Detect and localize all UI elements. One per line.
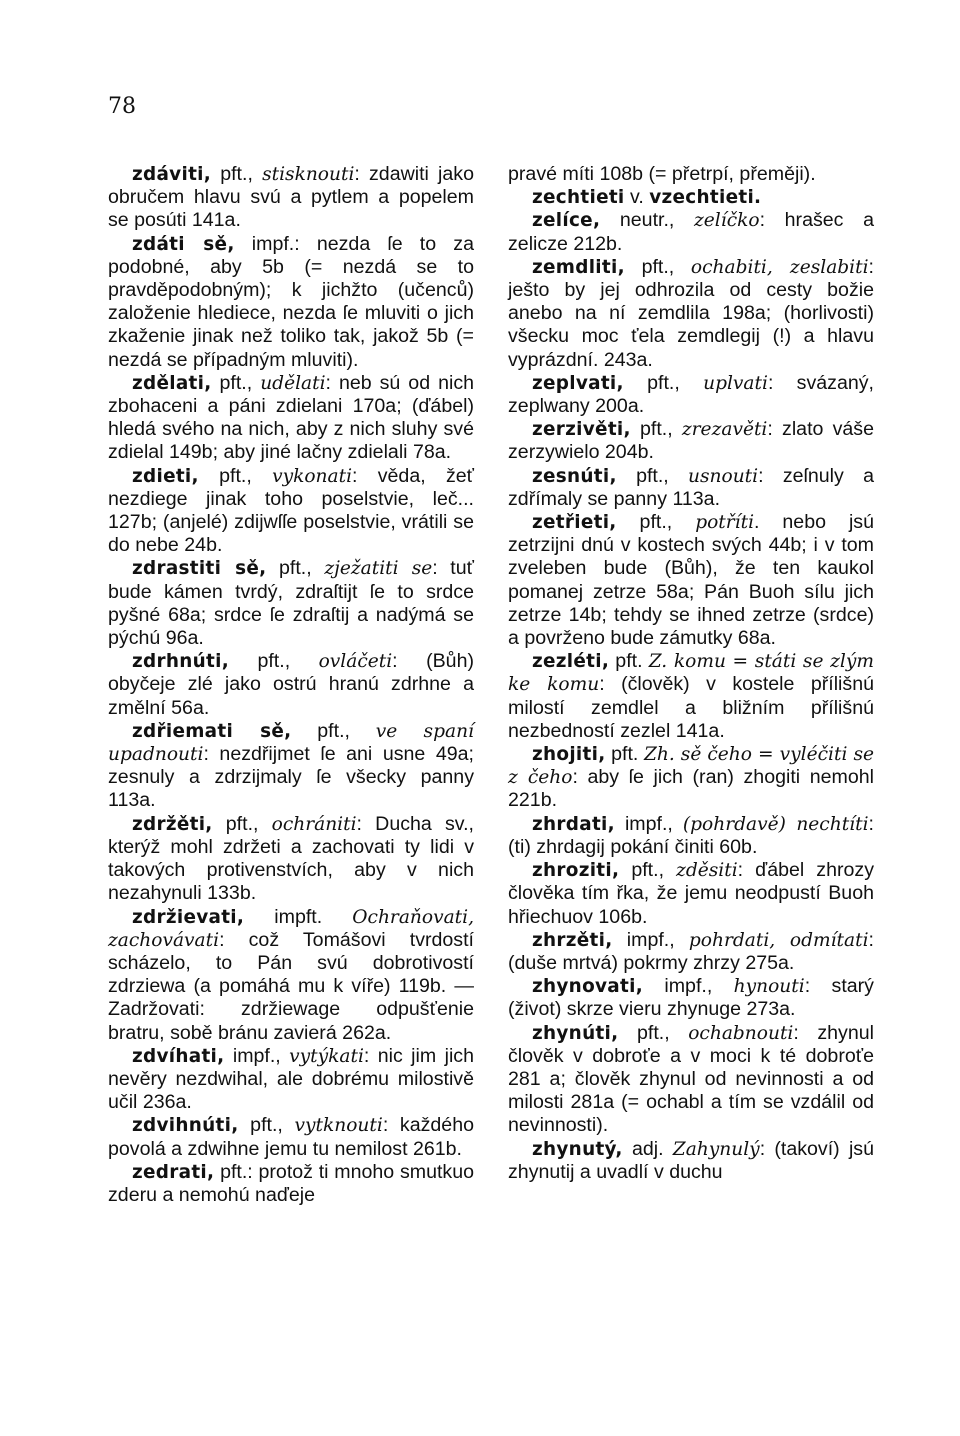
- entry-grammar: pft.,: [211, 371, 261, 394]
- page-number: 78: [108, 94, 136, 119]
- entry-text: : (takoví) jsú zhynutij a uvadlí v duchu: [508, 1137, 874, 1183]
- entry-text: : nezdřijmet ſe ani usne 49a; zesnuly a zdrzijmaly ſe všecky panny 113a.: [108, 743, 474, 812]
- entry-grammar: pft.: [609, 650, 649, 673]
- entry-headword: zhynúti,: [532, 1022, 619, 1044]
- entry-text: : ďábel zhrozy člověka tím řka, že jemu neodpustí Buoh hřiechuov 106b.: [508, 859, 874, 928]
- entry-gloss: uplvati: [703, 372, 768, 394]
- entry-grammar: pft.,: [624, 255, 691, 278]
- entry-headword: zezléti,: [532, 651, 610, 673]
- dictionary-entry: [108, 906, 474, 1045]
- entry-grammar: impf.,: [614, 812, 683, 835]
- entry-grammar: pft.,: [630, 418, 682, 441]
- entry-grammar: pft.,: [238, 1114, 295, 1137]
- entry-headword: zerzivěti,: [532, 419, 631, 441]
- entry-grammar: pft.,: [198, 464, 273, 487]
- entry-grammar: pft.,: [619, 859, 677, 882]
- dictionary-entry: [508, 256, 874, 372]
- entry-headword: zhrdati,: [532, 813, 615, 835]
- dictionary-entry: [508, 511, 874, 650]
- entry-headword: zdieti,: [132, 465, 199, 487]
- dictionary-entry: [508, 372, 874, 418]
- entry-headword: zemdliti,: [532, 256, 625, 278]
- dictionary-entry: [508, 859, 874, 929]
- entry-headword: zdáti sě,: [132, 233, 235, 255]
- entry-headword: zdáviti,: [132, 164, 212, 185]
- entry-headword: zhynutý,: [532, 1138, 623, 1160]
- entry-grammar: pft.,: [618, 1021, 689, 1044]
- entry-headword: zhynovati,: [532, 976, 643, 998]
- entry-headword: zdřiemati sě,: [132, 720, 292, 742]
- entry-gloss: zelíčko: [694, 210, 760, 232]
- entry-headword: zdržievati,: [132, 906, 245, 928]
- dictionary-entry: [108, 720, 474, 813]
- dictionary-entry: [508, 209, 874, 255]
- entry-text: . nebo jsú zetrzijni dnú v kostech svých 44b; i v tom zveleben bude (Bůh), že ten kaukol pomanej zetrze 58a; Pán Buoh sílu jich zetrze 14b; tehdy se ihned zetrze (srdce) a povrženo bude zámutky 68a.: [508, 511, 874, 650]
- entry-text: : tuť bude kámen tvrdý, zdraſtijt ſe to srdce pyšné 68a; srdce ſe zdraſtij a nadýmá se pýchú 96a.: [108, 557, 474, 650]
- entry-headword: zetřieti,: [532, 512, 617, 534]
- entry-crossref: vzechtieti.: [649, 187, 762, 209]
- dictionary-entry: [108, 557, 474, 650]
- entry-text: : Ducha sv., kterýž mohl zdržeti a zachovati ty lidi v takových protivenstvích, aby v nich nezahynuli 133b.: [108, 812, 475, 905]
- dictionary-entry: [508, 418, 874, 464]
- dictionary-entry: [508, 975, 874, 1021]
- entry-headword: zedrati,: [132, 1161, 215, 1183]
- dictionary-entry: [108, 163, 474, 233]
- entry-text: : starý (život) skrze vieru zhynuge 273a.: [508, 975, 874, 1021]
- entry-headword: zdrhnúti,: [132, 651, 229, 673]
- entry-headword: zdvihnúti,: [132, 1115, 239, 1137]
- entry-text: : zdawiti jako obručem hlavu svú a pytlem a popelem se posúti 141a.: [108, 163, 475, 232]
- entry-gloss: zděsiti: [676, 860, 738, 882]
- entry-text: : neb sú od nich zbohaceni a páni zdielani 170a; (ďábel) hledá svého na nich, aby z nich sluhy své zdielal 149b; aby jiné lačny zdielali 78a.: [108, 371, 475, 464]
- dictionary-entry: [508, 186, 874, 209]
- dictionary-entry: [508, 1022, 874, 1138]
- entry-gloss: hynouti: [733, 976, 805, 998]
- dictionary-entry: [508, 163, 874, 186]
- dictionary-entry: [508, 813, 874, 859]
- entry-gloss: (pohrdavě) nechtíti: [682, 813, 869, 835]
- entry-grammar: pft.,: [616, 464, 689, 487]
- entry-text: : (duše mrtvá) pokrmy zhrzy 275a.: [508, 928, 874, 974]
- entry-gloss: Zahynulý: [672, 1138, 760, 1160]
- dictionary-entry: [508, 465, 874, 511]
- entry-text: : (ti) zhrdagij pokání činiti 60b.: [508, 812, 874, 858]
- entry-grammar: impft.: [244, 905, 353, 928]
- entry-grammar: pft.: protož ti mnoho smutkuo zderu a nemohú naďeje: [108, 1160, 474, 1206]
- entry-gloss: stisknouti: [262, 164, 355, 185]
- entry-text: : zlato váše zerzywielo 204b.: [508, 418, 874, 464]
- entry-text: : což Tomášovi tvrdostí scházelo, to Pán svú dobrotivostí zdrziewa (a pomáhá mu k víře) 119b. — Zadržovati: zdržiewage odpušťenie bratru, sobě bránu zavierá 262a.: [108, 928, 474, 1044]
- dictionary-entry: [108, 465, 474, 558]
- entry-gloss: usnouti: [688, 465, 759, 487]
- entry-grammar: pft.,: [229, 650, 319, 673]
- entry-headword: zeplvati,: [532, 372, 624, 394]
- entry-headword: zhojiti,: [532, 744, 606, 766]
- entry-text: : hrašec a zelicze 212b.: [508, 209, 874, 255]
- entry-grammar: v.: [624, 186, 650, 209]
- entry-headword: zdržěti,: [132, 813, 213, 835]
- entry-gloss: ochrániti: [271, 813, 357, 835]
- dictionary-entry: [508, 743, 874, 813]
- entry-grammar: pft.,: [211, 163, 263, 185]
- dictionary-entry: [108, 650, 474, 720]
- entry-headword: zelíce,: [532, 210, 601, 232]
- entry-grammar: pft.,: [616, 511, 696, 534]
- entry-text: : svázaný, zeplwany 200a.: [508, 371, 874, 418]
- entry-headword: zesnúti,: [532, 465, 617, 487]
- dictionary-entry: [508, 650, 874, 743]
- entry-gloss: zježatiti se: [324, 558, 433, 580]
- entry-gloss: zrezavěti: [681, 419, 768, 441]
- entry-grammar: impf.,: [643, 975, 734, 998]
- entry-text: : zeſnuly a zdřímaly se panny 113a.: [508, 464, 874, 510]
- entry-gloss: Z. komu = státi se zlým ke komu: [508, 651, 874, 696]
- entry-gloss: potříti: [695, 512, 755, 534]
- dictionary-entry: [108, 1161, 474, 1207]
- entry-text: : každého povolá a zdwihne jemu tu nemilost 261b.: [108, 1114, 475, 1160]
- entry-grammar: pft.,: [212, 812, 272, 835]
- entry-headword: zdělati,: [132, 372, 212, 394]
- entry-grammar: impf.: nezda ſe to za podobné, aby 5b (= nezdá se to pravděpodobným); k jichžto (učenců) založenie hlediece, nezda ſe mluviti o jich zkaženie jinak než toliko tak, jakož 5b (= nezdá se případným mluviti).: [108, 232, 474, 371]
- entry-grammar: pravé míti 108b (= přetrpí, přeměji).: [508, 163, 816, 185]
- entry-grammar: pft.: [605, 743, 644, 766]
- dictionary-entry: [108, 1114, 474, 1160]
- entry-headword: zhrzěti,: [532, 929, 613, 951]
- left-column: [108, 163, 474, 1207]
- entry-text: : věda, žeť nezdiege jinak toho poselstvie, leč... 127b; (anjelé) zdijwſſe poselstvie, vrátili se do nebe 24b.: [108, 464, 474, 557]
- entry-gloss: ovláčeti: [318, 651, 393, 673]
- entry-gloss: Ochraňovati, zachovávati: [108, 906, 474, 951]
- entry-headword: zechtieti: [532, 187, 625, 209]
- entry-grammar: impf.,: [612, 928, 689, 951]
- right-column: [508, 163, 874, 1184]
- entry-headword: zdvíhati,: [132, 1045, 225, 1067]
- entry-gloss: Zh. sě čeho = vyléčiti se z čeho: [508, 744, 874, 789]
- entry-text: : (Bůh) obyčeje zlé jako ostrú hranú zdrhne a změlní 56a.: [108, 650, 474, 719]
- entry-gloss: ve spaní upadnouti: [108, 720, 475, 766]
- dictionary-entry: [108, 1045, 474, 1115]
- entry-grammar: impf.,: [224, 1044, 290, 1067]
- dictionary-entry: [508, 1138, 874, 1184]
- dictionary-entry: [108, 813, 474, 906]
- entry-text: : aby ſe jich (ran) zhogiti nemohl 221b.: [508, 766, 874, 812]
- dictionary-entry: [108, 233, 474, 372]
- dictionary-entry: [508, 929, 874, 975]
- entry-grammar: adj.: [622, 1137, 673, 1160]
- entry-gloss: pohrdati, odmítati: [688, 929, 869, 951]
- entry-gloss: ochabnouti: [688, 1022, 794, 1044]
- entry-grammar: neutr.,: [600, 209, 694, 232]
- entry-gloss: vytýkati: [289, 1045, 364, 1067]
- entry-grammar: pft.,: [291, 719, 376, 742]
- entry-text: : (člověk) v kostele přílišnú milostí zemdlel a bližním přílišnú nezbedností zezlel 141a.: [508, 673, 874, 742]
- dictionary-entry: [108, 372, 474, 465]
- entry-grammar: pft.,: [623, 371, 704, 394]
- entry-grammar: pft.,: [266, 557, 325, 580]
- entry-text: : zhynul člověk v dobroťe a v moci k té dobroťe 281 a; člověk zhynul od nevinnosti a od milosti 281a (= ochabl a tím se vzdálil od nevinnosti).: [508, 1021, 875, 1137]
- entry-headword: zdrastiti sě,: [132, 558, 267, 580]
- entry-gloss: udělati: [260, 372, 326, 394]
- entry-text: : nic jim jich nevěry nezdwihal, ale dobrému milostivě učil 236a.: [108, 1044, 474, 1114]
- entry-text: : ješto by jej odhrozila od cesty božie anebo na ní zemdlila 198a; (horlivosti) všecku moc ťela zemdlegij (!) a hlavu vyprázdní. 243a.: [508, 255, 874, 371]
- entry-gloss: ochabiti, zeslabiti: [690, 256, 869, 278]
- entry-gloss: vytknouti: [294, 1115, 383, 1137]
- entry-headword: zhroziti,: [532, 860, 620, 882]
- entry-gloss: vykonati: [272, 465, 353, 487]
